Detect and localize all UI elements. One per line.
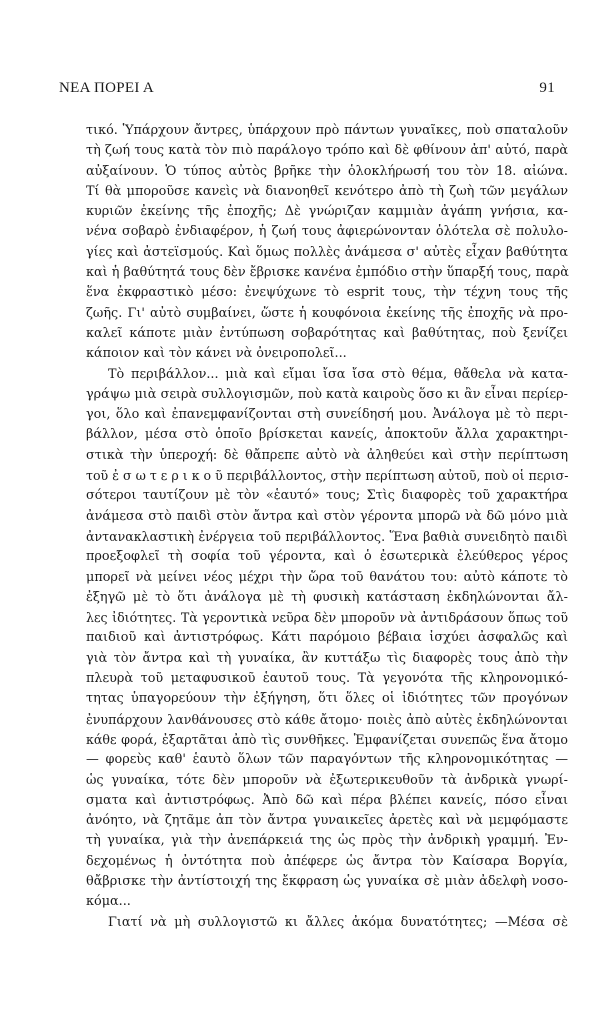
- text-line: τοῦ ἐ σ ω τ ε ρ ι κ ο ῦ περιβάλλοντος, στὴν περίπτωση αὐτοῦ, ποὺ οἱ περισ-: [86, 468, 569, 484]
- paragraph-start-line: Γιατί νὰ μὴ συλλογιστῶ κι ἄλλες ἀκόμα δυνατότητες; —Μέσα σὲ: [108, 914, 568, 930]
- paragraph-start-line: Τὸ περιβάλλον... μιὰ καὶ εἴμαι ἴσα ἴσα στὸ θέμα, θἄθελα νὰ κατα-: [108, 366, 568, 382]
- page-number: 91: [539, 80, 555, 96]
- text-line: Τί θὰ μποροῦσε κανεὶς νὰ διανοηθεῖ κενότερο ἀπὸ τὴ ζωὴ τῶν μεγάλων: [86, 183, 568, 199]
- text-line: σότεροι ταυτίζουν μὲ τὸν «ἑαυτό» τους; Στὶς διαφορὲς τοῦ χαρακτήρα: [86, 488, 568, 504]
- text-line: — φορεὺς καθ' ἑαυτὸ ὅλων τῶν παραγόντων τῆς κληρονομικότητας —: [86, 752, 568, 768]
- text-line: κόμα...: [86, 894, 131, 910]
- text-line: κάποιον καὶ τὸν κάνει νὰ ὀνειροπολεῖ...: [86, 346, 347, 362]
- text-line: ζωῆς. Γι' αὐτὸ συμβαίνει, ὥστε ἡ κουφόνοια ἐκείνης τῆς ἐποχῆς νὰ προ-: [86, 305, 568, 321]
- text-line: τικό. Ὑπάρχουν ἄντρες, ὑπάρχουν πρὸ πάντων γυναῖκες, ποὺ σπαταλοῦν: [86, 123, 568, 138]
- text-line: δεχομένως ἡ ὀντότητα ποὺ ἀπέφερε ὡς ἄντρα τὸν Καίσαρα Βοργία,: [86, 853, 568, 869]
- text-line: τὴ γυναίκα, γιὰ τὴν ἀνεπάρκειά της ὡς πρὸς τὴν ἀνδρικὴ γραμμή. Ἐν-: [86, 833, 568, 849]
- text-line: καλεῖ κάποτε μιὰν ἐντύπωση σοβαρότητας καὶ βαθύτητας, ποὺ ξενίζει: [86, 325, 568, 341]
- text-line: νένα σοβαρὸ ἐνδιαφέρον, ἡ ζωή τους ἀφιερώνονταν ὁλότελα σὲ πολυλο-: [86, 224, 568, 240]
- text-line: ἐξηγῶ μὲ τὸ ὅτι ἀνάλογα μὲ τὴ φυσικὴ κατάσταση ἐκδηλώνονται ἄλ-: [86, 589, 568, 605]
- running-header: [59, 80, 555, 100]
- text-line: γιὰ τὸν ἄντρα καὶ τὴ γυναίκα, ἂν κυττάξω τὶς διαφορὲς τους ἀπὸ τὴν: [86, 650, 568, 666]
- text-line: κυριῶν ἐκείνης τῆς ἐποχῆς; Δὲ γνώριζαν καμμιὰν ἀγάπη γνήσια, κα-: [86, 204, 568, 220]
- text-line: κάθε φορά, ἐξαρτᾶται ἀπὸ τὶς συνθῆκες. Ἐμφανίζεται συνεπῶς ἕνα ἄτομο: [86, 731, 568, 747]
- text-line: τὴ ζωή τους κατὰ τὸν πιὸ παράλογο τρόπο καὶ δὲ φθίνουν ἀπ' αὐτό, παρὰ: [86, 143, 568, 159]
- text-line: γοι, ὅλο καὶ ἐπανεμφανίζονται στὴ συνείδησή μου. Ἀνάλογα μὲ τὸ περι-: [86, 407, 568, 423]
- text-line: βάλλον, μέσα στὸ ὁποῖο βρίσκεται κανείς, ἀποκτοῦν ἄλλα χαρακτηρι-: [86, 427, 568, 443]
- text-line: γράψω μιὰ σειρὰ συλλογισμῶν, ποὺ κατὰ καιροὺς ὅσο κι ἂν εἶναι περίερ-: [86, 386, 568, 402]
- text-line: πλευρὰ τοῦ μεταφυσικοῦ ἑαυτοῦ τους. Τὰ γεγονότα τῆς κληρονομικό-: [86, 671, 568, 687]
- journal-title: ΝΕΑ ΠΟΡΕΙ Α: [59, 80, 154, 96]
- text-line: καὶ ἡ βαθύτητά τους δὲν ἔβρισκε κανένα ἐμπόδιο στὴν ὕπαρξή τους, παρὰ: [86, 265, 569, 281]
- text-line: ὡς γυναίκα, τότε δὲν μποροῦν νὰ ἐξωτερικευθοῦν τὰ ἀνδρικὰ γνωρί-: [86, 772, 568, 788]
- text-line: ἐνυπάρχουν λανθάνουσες στὸ κάθε ἄτομο· ποιὲς ἀπὸ αὐτὲς ἐκδηλώνονται: [86, 711, 568, 727]
- text-line: σματα καὶ ἀντιστρόφως. Ἀπὸ δῶ καὶ πέρα βλέπει κανείς, πόσο εἶναι: [86, 792, 568, 808]
- text-line: ἀνόητο, νὰ ζητᾶμε ἀπ τὸν ἄντρα γυναικεῖες ἀρετὲς καὶ νὰ μεμφόμαστε: [86, 813, 568, 829]
- text-line: θἄβρισκε τὴν ἀντίστοιχή της ἔκφραση ὡς γυναίκα σὲ μιὰν ἀδελφὴ νοσο-: [86, 873, 568, 889]
- text-line: ἀνάμεσα στὸ παιδὶ στὸν ἄντρα καὶ στὸν γέροντα μπορῶ νὰ δῶ μόνο μιὰ: [86, 508, 568, 524]
- text-line: ἕνα ἐκφραστικὸ μέσο: ἐνεψύχωνε τὸ esprit τους, τὴν τέχνη τους τῆς: [86, 285, 568, 301]
- text-line: γίες καὶ ἀστεϊσμούς. Καὶ ὅμως πολλὲς ἀνάμεσα σ' αὐτὲς εἶχαν βαθύτητα: [86, 244, 568, 260]
- text-line: μπορεῖ νὰ μείνει νέος μέχρι τὴν ὥρα τοῦ θανάτου του: αὐτὸ κάποτε τὸ: [86, 569, 568, 585]
- text-line: στικὰ τὴν ὑπεροχή: δὲ θἄπρεπε αὐτὸ νὰ ἀληθεύει καὶ στὴν περίπτωση: [86, 447, 568, 463]
- body-text: [86, 121, 568, 933]
- text-line: παιδιοῦ καὶ ἀντιστρόφως. Κάτι παρόμοιο βέβαια ἰσχύει ἀσφαλῶς καὶ: [86, 630, 568, 646]
- text-line: αὐξαίνουν. Ὁ τύπος αὐτὸς βρῆκε τὴν ὁλοκλήρωσή του τὸν 18. αἰώνα.: [86, 163, 568, 179]
- text-line: λες ἰδιότητες. Τὰ γεροντικὰ νεῦρα δὲν μποροῦν νὰ ἀντιδράσουν ὅπως τοῦ: [86, 610, 568, 626]
- text-line: ἀντανακλαστικὴ ἐνέργεια τοῦ περιβάλλοντος. Ἕνα βαθιὰ συνειδητὸ παιδὶ: [86, 528, 568, 544]
- text-line: τητας ὑπαγορεύουν τὴν ἐξήγηση, ὅτι ὅλες οἱ ἰδιότητες τῶν προγόνων: [86, 691, 568, 707]
- text-line: προεξοφλεῖ τὴ σοφία τοῦ γέροντα, καὶ ὁ ἐσωτερικὰ ἐλεύθερος γέρος: [86, 549, 568, 565]
